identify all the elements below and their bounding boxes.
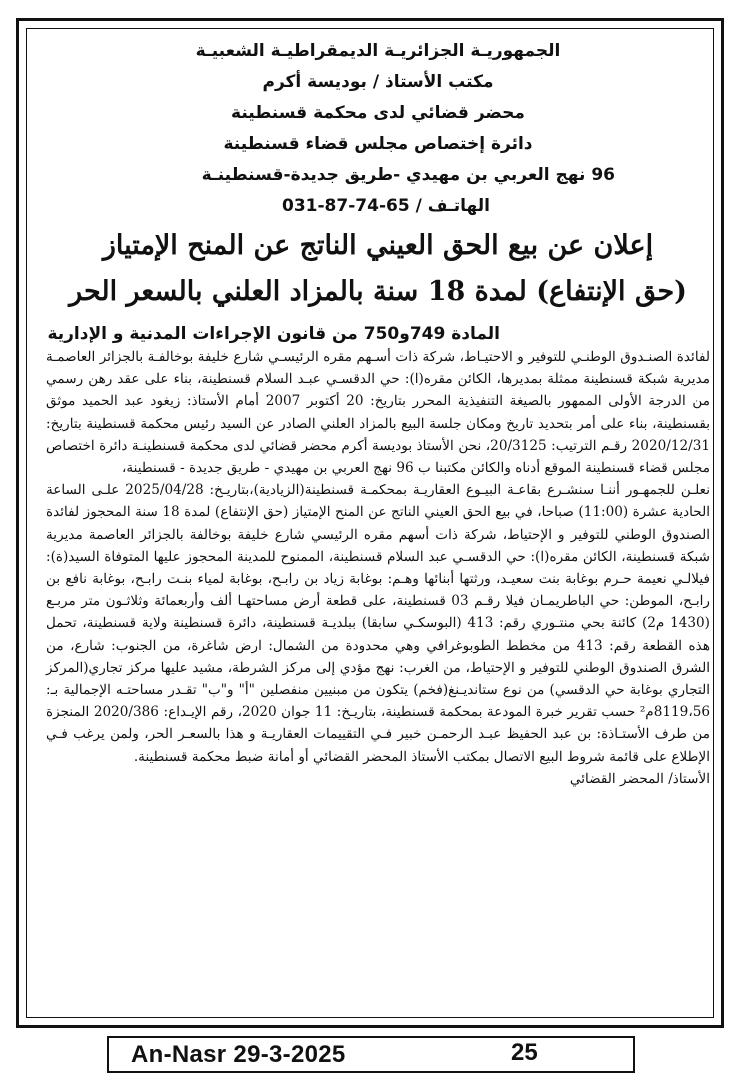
jurisdiction: دائرة إختصاص مجلس قضاء قسنطينة — [223, 134, 533, 154]
office-address: 96 نهج العربي بن مهيدي -طريق جديدة-قسنطينـة — [201, 165, 615, 185]
body-paragraph-1: لفائدة الصنـدوق الوطنـي للتوفير و الاحتيـاط، شركة ذات أسـهم مقره الرئيسـي شارع خليفة بوخالفـة بالجزائر العاصمـة مديرية شبكة قسنطينة ممثلة بمديرها، الكائن مقره(ا): حي الدقسـي عبـد السلام قسنطينة، بناء على عقد رهن رسمي من الدرجة الأولى الممهور بالصيغة التنفيذية المحرر بتاريخ: 20 أكتوبر 2007 أمام الأستاذ: زيغود عبد الحميد موثق بقسنطينة، بناء على أمر بتحديد تاريخ ومكان جلسة البيع بالمزاد العلني الصادر عن السيد رئيس محكمة قسنطينة بتاريخ: 2020/12/31 رقـم الترتيب: 20/3125، نحن الأستاذ بوديسة أكرم محضر قضائي لدى محكمة قسنطينـة دائرة اختصاص مجلس قضاء قسنطينة الموقع أدناه والكائن مكتبنا ب 96 نهج العربي بن مهيدي - طريق جديدة - قسنطينة، — [46, 349, 710, 477]
signature-line: الأستاذ/ المحضر القضائي — [569, 770, 710, 787]
office-phone: الهاتـف / 65-74-87-031 — [281, 196, 490, 216]
announcement-title-line-1: إعلان عن بيع الحق العيني الناتج عن المنح الإمتياز — [102, 230, 654, 261]
bailiff-title: محضر قضائي لدى محكمة قسنطينة — [231, 103, 525, 123]
announcement-body — [46, 346, 710, 790]
body-paragraph-2: نعلـن للجمهـور أننـا سنشـرع بقاعـة البيـوع العقاريـة بمحكمـة قسنطينة(الزيادية)،بتاريـخ: 2025/04/28 علـى الساعة الحادية عشرة (11:00) صباحا، في بيع الحق العيني الناتج عن المنح الإمتياز (حق الإنتفاع) لمدة 18 سنة المحجوز لفائدة الصندوق الوطني للتوفير و الإحتياط، شركة ذات أسهم مقره الرئيسي شارع خليفة بوخالفة بالجزائر العاصمة مديرية شبكة قسنطينة، الكائن مقره(ا): حي الدقسـي عبد السلام قسنطينة، الممنوح للمدينة المحجوز عليها المتوفاة السيد(ة): فيلالـي نعيمة حـرم بوغابة بنت سعيـد، ورثتها أبنائها وهـم: بوغابة زياد بن رابـح، بوغابة لمياء بنـت رابـح، بوغابة نافع بن رابـح، الموطن: حي الباطريمـان فيلا رقـم 03 قسنطينة، على قطعة أرض مساحتهـا ألف وأربعمائة وثلاثـون متر مربـع (1430 م2) كائنة بحي منتـوري رقم: 413 (البوسكـي سابقا) ببلديـة قسنطينة، دائرة قسنطينة ولاية قسنطينة، تحمل هذه القطعة رقم: 413 من مخطط الطوبوغرافي وهي محدودة من الشمال: ارض شاغرة، من الجنوب: شارع، من الشرق الصندوق الوطني للتوفير و الإحتياط، من الغرب: نهج مؤدي إلى مركز الشرطة، مشيد عليها مركز تجاري(المركز التجاري بوغابة حي الدقسي) من نوع ستانديـنغ(فخم) يتكون من مبنيين منفصلين "أ" و"ب" تقـدر مساحتـه الإجمالية بـ: 8119،56م² حسب تقرير خبرة المودعة بمحكمة قسنطينة، بتاريـخ: 11 جوان 2020، رقم الإيـداع: 2020/386 المنجزة من طرف الأستـاذة: بن عبد الحفيظ عبـد الرحمـن خبير فـي التقييمات العقاريـة و هذا بالسعـر الحر، ولمن يرغب فـي الإطلاع على قائمة شروط البيع الاتصال بمكتب الأستاذ المحضر القضائي أو أمانة ضبط محكمة قسنطينة. — [46, 482, 710, 765]
footer-rule — [107, 1071, 635, 1073]
republic-heading: الجمهوريـة الجزائريـة الديمقراطيـة الشعبيـة — [195, 41, 561, 61]
legal-article-reference: المادة 749و750 من قانون الإجراءات المدنية و الإدارية — [47, 324, 500, 344]
announcement-content — [46, 36, 710, 790]
office-name: مكتب الأستاذ / بوديسة أكرم — [262, 72, 494, 92]
newspaper-footer — [107, 1036, 635, 1072]
page-number: 25 — [511, 1039, 538, 1066]
announcement-title-line-2: (حق الإنتفاع) لمدة 18 سنة بالمزاد العلني بالسعر الحر — [69, 276, 687, 307]
publication-date: An-Nasr 29-3-2025 — [131, 1041, 346, 1068]
